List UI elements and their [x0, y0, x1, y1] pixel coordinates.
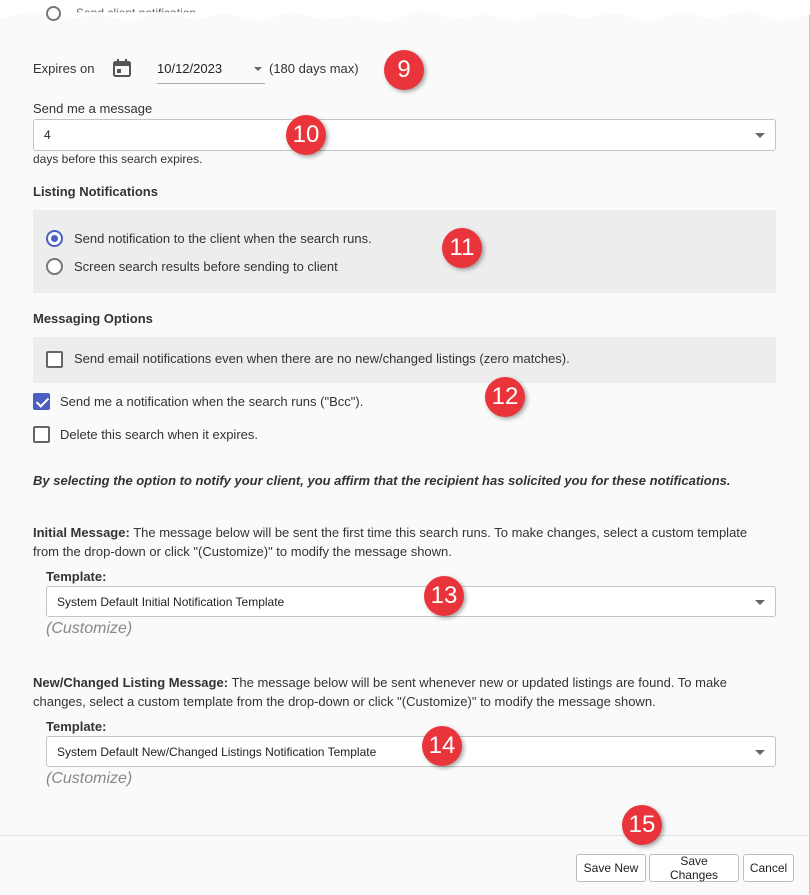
changed-template-label: Template: — [46, 719, 107, 734]
chevron-down-icon — [755, 600, 765, 605]
changed-message-desc-line1: The message below will be sent whenever new or updated listings are found. To make — [231, 675, 727, 690]
checkbox-zero-matches[interactable] — [46, 351, 63, 368]
listing-notifications-panel — [33, 210, 776, 293]
initial-message-desc-line1: The message below will be sent the first time this search runs. To make changes, select a custom template — [133, 525, 748, 540]
changed-message-desc — [33, 675, 727, 690]
date-underline — [157, 83, 265, 84]
initial-template-value: System Default Initial Notification Template — [57, 594, 285, 609]
callout-15: 15 — [622, 805, 662, 845]
callout-9: 9 — [384, 50, 424, 90]
callout-13: 13 — [424, 576, 464, 616]
changed-customize-link[interactable]: (Customize) — [46, 770, 133, 787]
reminder-days-select[interactable] — [33, 119, 776, 151]
checkbox-delete-on-expire[interactable] — [33, 426, 50, 443]
expires-label: Expires on — [33, 61, 95, 76]
cancel-button[interactable]: Cancel — [743, 854, 794, 882]
chevron-down-icon[interactable] — [254, 67, 262, 71]
chevron-down-icon — [755, 133, 765, 138]
chevron-down-icon — [755, 750, 765, 755]
torn-edge — [0, 0, 810, 26]
radio-screen-results[interactable] — [46, 258, 63, 275]
save-changes-button[interactable]: Save Changes — [649, 854, 739, 882]
checkbox-zero-matches-label[interactable]: Send email notifications even when there are no new/changed listings (zero matches). — [74, 351, 570, 366]
reminder-suffix: days before this search expires. — [33, 152, 203, 166]
initial-message-desc-line2: from the drop-down or click "(Customize)" to modify the message shown. — [33, 544, 452, 559]
listing-notifications-heading: Listing Notifications — [33, 184, 158, 199]
radio-screen-results-label[interactable]: Screen search results before sending to client — [74, 259, 338, 274]
max-days-note: (180 days max) — [269, 61, 359, 76]
initial-message-desc — [33, 525, 747, 540]
checkbox-bcc[interactable] — [33, 393, 50, 410]
calendar-icon[interactable] — [112, 58, 132, 78]
changed-message-title: New/Changed Listing Message: — [33, 675, 229, 690]
reminder-label: Send me a message — [33, 101, 153, 116]
affirmation-text: By selecting the option to notify your client, you affirm that the recipient has solicited you for these notifications. — [33, 473, 731, 488]
checkbox-delete-on-expire-label[interactable]: Delete this search when it expires. — [60, 427, 258, 442]
initial-customize-link[interactable]: (Customize) — [46, 620, 133, 637]
initial-template-label: Template: — [46, 569, 107, 584]
callout-10: 10 — [286, 115, 326, 155]
changed-template-select[interactable] — [46, 736, 776, 767]
callout-11: 11 — [442, 228, 482, 268]
changed-template-value: System Default New/Changed Listings Notification Template — [57, 744, 377, 759]
save-new-button[interactable]: Save New — [576, 854, 646, 882]
top-fragment-radio[interactable] — [46, 6, 61, 21]
reminder-days-value: 4 — [44, 128, 51, 142]
callout-12: 12 — [485, 377, 525, 417]
messaging-options-heading: Messaging Options — [33, 311, 153, 326]
callout-14: 14 — [422, 726, 462, 766]
initial-message-title: Initial Message: — [33, 525, 130, 540]
initial-template-select[interactable] — [46, 586, 776, 617]
changed-message-desc-line2: changes, select a custom template from the drop-down or click "(Customize)" to modify the message shown. — [33, 694, 656, 709]
checkbox-bcc-label[interactable]: Send me a notification when the search runs ("Bcc"). — [60, 394, 364, 409]
radio-send-to-client-label[interactable]: Send notification to the client when the search runs. — [74, 231, 372, 246]
radio-send-to-client[interactable] — [46, 230, 63, 247]
expires-date-input[interactable]: 10/12/2023 — [157, 61, 223, 76]
